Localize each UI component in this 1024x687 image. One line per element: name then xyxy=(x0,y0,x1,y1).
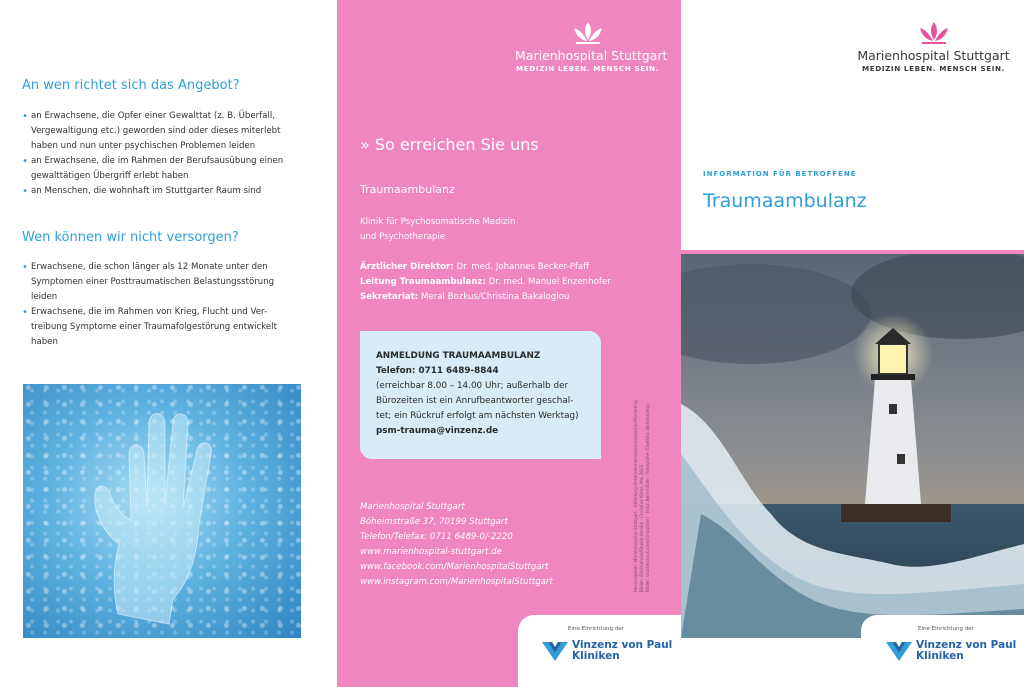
vinzenz-name-2: Kliniken xyxy=(916,650,964,662)
website-link[interactable]: www.marienhospital-stuttgart.de xyxy=(360,547,502,557)
list-item: • an Erwachsene, die im Rahmen der Berufsausübung einen gewalttätigen Übergriff erlebt haben xyxy=(22,154,322,184)
registration-email[interactable]: psm-trauma@vinzenz.de xyxy=(376,426,499,436)
exclusion-list xyxy=(22,260,322,350)
vinzenz-name-2: Kliniken xyxy=(572,650,620,662)
staff-secretariat: Sekretariat: Meral Bozkus/Christina Bakaloglou xyxy=(360,292,570,302)
list-item: • Erwachsene, die schon länger als 12 Monate unter den Symptomen einer Posttraumatischen Belastungsstörung leiden xyxy=(22,260,322,305)
vinzenz-v-icon xyxy=(886,640,912,662)
vinzenz-caption: Eine Einrichtung der xyxy=(918,626,974,632)
unit-name: Traumaambulanz xyxy=(360,183,455,196)
lotus-logo-icon xyxy=(916,22,952,44)
cover-title: Traumaambulanz xyxy=(703,190,867,212)
staff-list xyxy=(360,260,611,305)
list-item: • an Erwachsene, die Opfer einer Gewalttat (z. B. Überfall, Vergewaltigung etc.) geworden sind oder dieses miterlebt haben und nun unter psychischen Problemen leiden xyxy=(22,109,322,154)
left-panel xyxy=(0,0,337,687)
vinzenz-name-1: Vinzenz von Paul xyxy=(916,639,1017,651)
list-item: • Erwachsene, die im Rahmen von Krieg, Flucht und Ver- treibung Symptome einer Traumafolgestörung entwickelt haben xyxy=(22,305,322,350)
staff-lead: Leitung Traumaambulanz: Dr. med. Manuel Enzenhofer xyxy=(360,277,611,287)
marienhospital-logo xyxy=(515,22,668,73)
lighthouse-image xyxy=(681,254,1024,638)
registration-title: ANMELDUNG TRAUMAAMBULANZ xyxy=(376,351,541,361)
vinzenz-tab xyxy=(518,615,681,687)
logo-name: Marienhospital Stuttgart xyxy=(515,48,668,63)
exclusion-heading: Wen können wir nicht versorgen? xyxy=(22,230,239,245)
hand-print-icon xyxy=(23,384,301,638)
address-block xyxy=(360,500,553,590)
address-name: Marienhospital Stuttgart xyxy=(360,502,465,512)
contact-heading: » So erreichen Sie uns xyxy=(360,135,539,154)
logo-tagline: MEDIZIN LEBEN. MENSCH SEIN. xyxy=(862,64,1005,73)
logo-name: Marienhospital Stuttgart xyxy=(857,48,1010,63)
registration-phone[interactable]: Telefon: 0711 6489-8844 xyxy=(376,366,499,376)
vinzenz-name-1: Vinzenz von Paul xyxy=(572,639,673,651)
instagram-link[interactable]: www.instagram.com/MarienhospitalStuttgart xyxy=(360,577,553,587)
address-street: Böheimstraße 37, 70199 Stuttgart xyxy=(360,517,508,527)
lotus-logo-icon xyxy=(570,22,606,44)
right-panel xyxy=(681,0,1024,687)
registration-box xyxy=(360,331,601,459)
marienhospital-logo xyxy=(856,22,1011,73)
imprint-credits: Herausgeber: Marienhospital Stuttgart · Abteilung Unternehmenskommunikation/Marketing Bilder: iStockphoto/Studio-Annika · Christine Klaas, Mai 2022 Bilder: shutterstock.com/Gmapfrom · Foto: Bernd Eder · Fotografie (Titelfoto: Bahrenberg) xyxy=(633,400,650,592)
vinzenz-caption: Eine Einrichtung der xyxy=(568,626,624,632)
frosted-glass-hand-image xyxy=(23,384,301,638)
vinzenz-tab xyxy=(861,615,1024,687)
clinic-name: Klinik für Psychosomatische Medizin und Psychotherapie xyxy=(360,217,516,242)
list-item: • an Menschen, die wohnhaft im Stuttgarter Raum sind xyxy=(22,184,322,199)
staff-director: Ärztlicher Direktor: Dr. med. Johannes Becker-Pfaff xyxy=(360,262,590,272)
lighthouse-scene-icon xyxy=(681,254,1024,638)
logo-tagline: MEDIZIN LEBEN. MENSCH SEIN. xyxy=(516,64,659,73)
registration-hours: (erreichbar 8.00 – 14.00 Uhr; außerhalb der Bürozeiten ist ein Anrufbeantworter geschal- tet; ein Rückruf erfolgt am nächsten Werktag) xyxy=(376,381,579,421)
info-label: INFORMATION FÜR BETROFFENE xyxy=(703,170,857,178)
address-phone[interactable]: Telefon/Telefax: 0711 6489-0/-2220 xyxy=(360,532,513,542)
middle-panel xyxy=(337,0,681,687)
audience-heading: An wen richtet sich das Angebot? xyxy=(22,78,240,93)
vinzenz-v-icon xyxy=(542,640,568,662)
audience-list xyxy=(22,109,322,199)
facebook-link[interactable]: www.facebook.com/MarienhospitalStuttgart xyxy=(360,562,549,572)
